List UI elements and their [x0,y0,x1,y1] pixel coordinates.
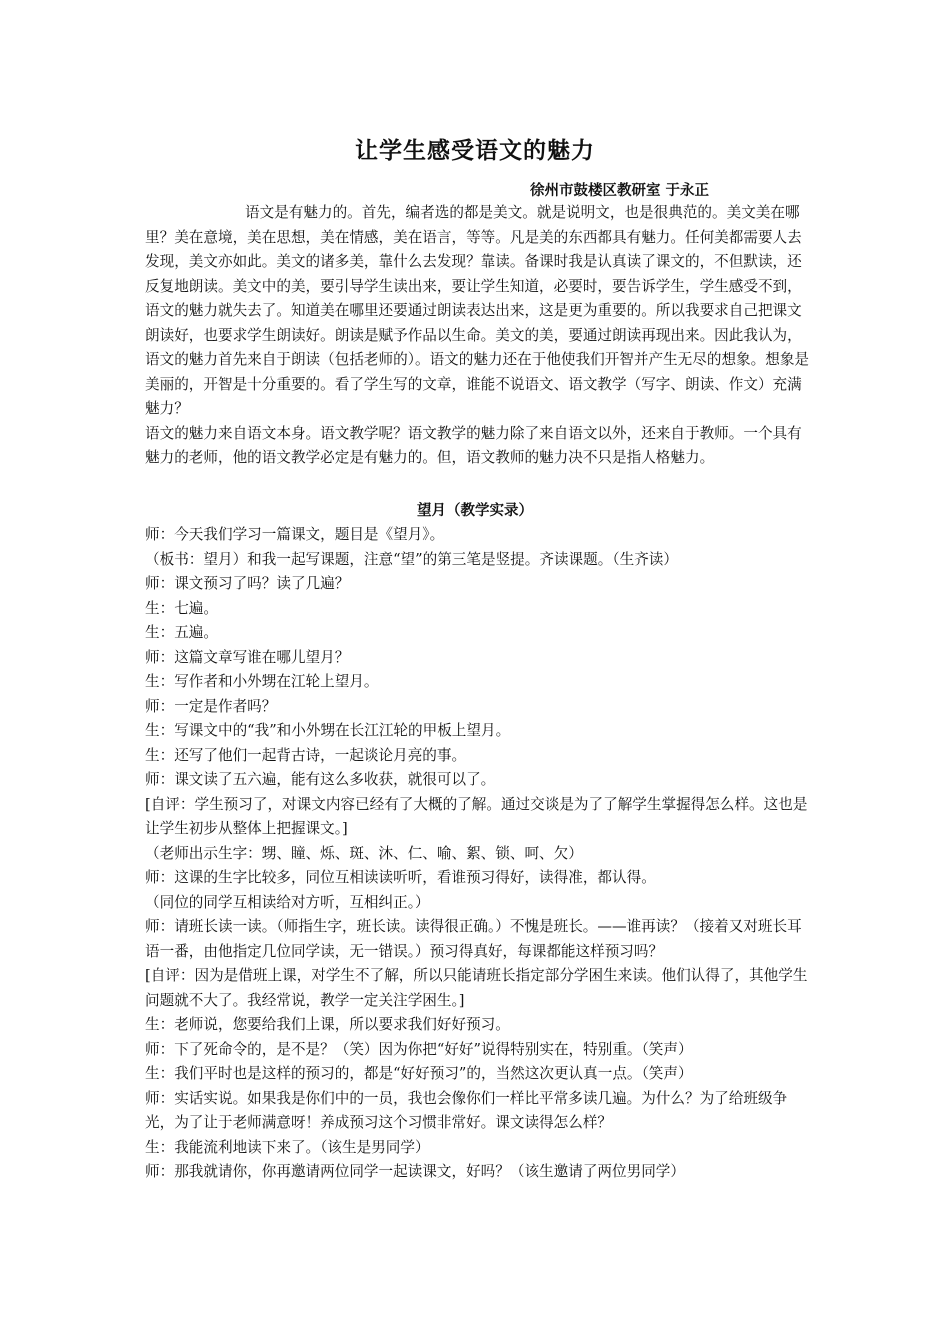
transcript-line: 生：写作者和小外甥在江轮上望月。 [145,673,379,690]
transcript-line: 师：实话实说。如果我是你们中的一员，我也会像你们一样比平常多读几遍。为什么？为了给班级争光，为了让于老师满意呀！养成预习这个习惯非常好。课文读得怎么样？ [145,1089,788,1131]
transcript-line: （板书：望月）和我一起写课题，注意“望”的第三笔是竖提。齐读课题。（生齐读） [145,550,678,568]
transcript-line: 生：我能流利地读下来了。（该生是男同学） [145,1138,430,1156]
transcript-line: 师：一定是作者吗？ [145,697,277,715]
transcript-line: 师：课文预习了吗？读了几遍？ [145,575,350,592]
transcript-line: 师：那我就请你，你再邀请两位同学一起读课文，好吗？（该生邀请了两位男同学） [145,1163,685,1180]
author-line: 徐州市鼓楼区教研室 于永正 [530,183,710,199]
essay-paragraph: 语文的魅力来自语文本身。语文教学呢？语文教学的魅力除了来自语文以外，还来自于教师。一个具有魅力的老师，他的语文教学必定是有魅力的。但，语文教师的魅力决不只是指人格魅力。 [145,424,802,466]
transcript-line: 生：五遍。 [145,624,218,641]
transcript-line: 生：写课文中的“我”和小外甥在长江江轮的甲板上望月。 [145,722,511,739]
transcript-line: （同位的同学互相读给对方听，互相纠正。） [145,893,430,911]
transcript-line: 师：课文读了五六遍，能有这么多收获，就很可以了。 [145,771,496,788]
section-subtitle: 望月（教学实录） [417,503,533,519]
lesson-transcript [145,523,813,1185]
transcript-line: 师：这篇文章写谁在哪儿望月？ [145,648,350,666]
transcript-line: 师：请班长读一读。（师指生字，班长读。读得很正确。）不愧是班长。——谁再读？（接着又对班长耳语一番，由他指定几位同学读，无一错误。）预习得真好，每课都能这样预习吗？ [145,918,802,960]
transcript-line: 生：我们平时也是这样的预习的，都是“好好预习”的，当然这次更认真一点。（笑声） [145,1065,693,1082]
transcript-line: 生：七遍。 [145,599,218,617]
page-title: 让学生感受语文的魅力 [355,138,595,164]
transcript-line: 生：老师说，您要给我们上课，所以要求我们好好预习。 [145,1016,510,1033]
essay-paragraph: 语文是有魅力的。首先，编者选的都是美文。就是说明文，也是很典范的。美文美在哪里？美在意境，美在思想，美在情感，美在语言，等等。凡是美的东西都具有魅力。任何美都需要人去发现，美文亦如此。美文的诸多美，靠什么去发现？靠读。备课时我是认真读了课文的，不但默读，还反复地朗读。美文中的美，要引导学生读出来，要让学生知道，必要时，要告诉学生，学生感受不到，语文的魅力就失去了。知道美在哪里还要通过朗读表达出来，这是更为重要的。所以我要求自己把课文朗读好，也要求学生朗读好。朗读是赋予作品以生命。美文的美，要通过朗读再现出来。因此我认为，语文的魅力首先来自于朗读（包括老师的）。语文的魅力还在于他使我们开智并产生无尽的想象。想象是美丽的，开智是十分重要的。看了学生写的文章，谁能不说语文、语文教学（写字、朗读、作文）充满魅力？ [145,204,810,417]
transcript-line: 师：下了死命令的，是不是？（笑）因为你把“好好”说得特别实在，特别重。（笑声） [145,1040,693,1058]
self-comment: [自评：因为是借班上课，对学生不了解，所以只能请班长指定部分学困生来读。他们认得了，其他学生问题就不大了。我经常说，教学一定关注学困生。] [145,967,808,1009]
transcript-line: 师：今天我们学习一篇课文，题目是《望月》。 [145,526,445,543]
transcript-line: （老师出示生字：甥、瞳、烁、斑、沐、仁、喻、絮、锁、呵、欠） [145,844,583,862]
self-comment: [自评：学生预习了，对课文内容已经有了大概的了解。通过交谈是为了了解学生掌握得怎么样。这也是让学生初步从整体上把握课文。] [145,795,808,837]
essay-body [145,201,813,471]
transcript-line: 师：这课的生字比较多，同位互相读读听听，看谁预习得好，读得准，都认得。 [145,869,656,886]
transcript-line: 生：还写了他们一起背古诗，一起谈论月亮的事。 [145,746,467,764]
